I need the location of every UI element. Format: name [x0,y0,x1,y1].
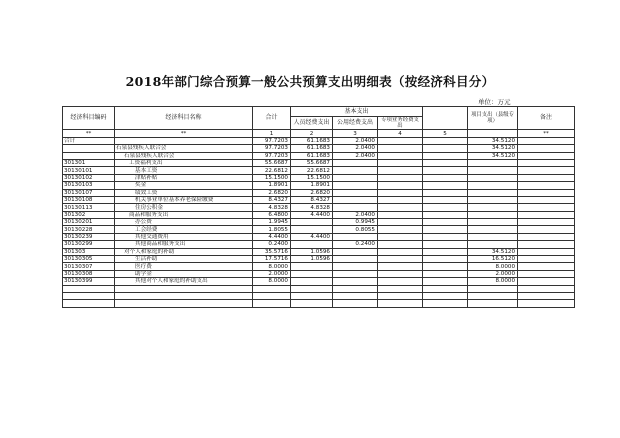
row-code: 301301 [63,159,115,166]
row-total: 6.4800 [253,211,291,218]
row-code: 30130305 [63,256,115,263]
row-project: 34.5120 [468,152,518,159]
blank-cell [518,293,575,300]
row-code: 30130299 [63,241,115,248]
row-total: 22.6812 [253,167,291,174]
row-public [333,189,378,196]
row-special [378,204,423,211]
table-row [63,233,575,240]
blank-cell [378,293,423,300]
row-project [468,196,518,203]
row-total: 17.5716 [253,256,291,263]
row-public [333,278,378,285]
blank-row [63,300,575,307]
blank-cell [518,285,575,292]
table-row [63,248,575,255]
row-code: 30130239 [63,233,115,240]
row-code [63,152,115,159]
blank-cell [423,285,468,292]
row-special [378,196,423,203]
row-name: 石泉县残疾人联合会 [115,145,253,152]
row-project [468,211,518,218]
row-remark [518,248,575,255]
row-name: 工会经费 [115,226,253,233]
page-title: 2018年部门综合预算一般公共预算支出明细表（按经济科目分） [125,74,495,89]
row-personnel: 61.1683 [291,137,333,144]
table-row [63,263,575,270]
row-personnel: 61.1683 [291,145,333,152]
header-remark: 备注 [518,107,575,130]
row-spacer [423,204,468,211]
row-total: 8.0000 [253,278,291,285]
row-remark [518,167,575,174]
row-spacer [423,167,468,174]
blank-cell [468,300,518,307]
row-project [468,241,518,248]
row-code: 301303 [63,248,115,255]
blank-cell [423,300,468,307]
row-total: 2.0000 [253,270,291,277]
row-personnel: 8.4327 [291,196,333,203]
row-total: 97.7203 [253,152,291,159]
row-remark [518,219,575,226]
table-body [63,137,575,307]
index-cell: 2 [291,130,333,137]
row-spacer [423,256,468,263]
row-personnel [291,226,333,233]
blank-cell [333,293,378,300]
row-spacer [423,226,468,233]
row-total: 35.5716 [253,248,291,255]
row-name: 商品和服务支出 [115,211,253,218]
row-project: 16.5120 [468,256,518,263]
table-row [63,145,575,152]
row-special [378,278,423,285]
row-code: 30130399 [63,278,115,285]
row-spacer [423,219,468,226]
row-name: 医疗费 [115,263,253,270]
blank-cell [253,293,291,300]
index-cell: 5 [423,130,468,137]
row-total: 4.4400 [253,233,291,240]
row-project: 8.0000 [468,263,518,270]
table-row [63,211,575,218]
row-special [378,174,423,181]
blank-row [63,293,575,300]
blank-cell [253,285,291,292]
unit-label: 单位：万元 [478,98,511,106]
row-public: 2.0400 [333,211,378,218]
row-public [333,159,378,166]
row-spacer [423,248,468,255]
header-spacer [423,107,468,130]
header-code: 经济科目编码 [63,107,115,130]
blank-cell [378,285,423,292]
row-public: 2.0400 [333,152,378,159]
row-name: 其他交通费用 [115,233,253,240]
row-spacer [423,278,468,285]
row-total: 1.9945 [253,219,291,226]
row-remark [518,137,575,144]
row-total: 2.6820 [253,189,291,196]
row-project [468,174,518,181]
row-personnel: 4.4400 [291,211,333,218]
row-name: 绩效工资 [115,189,253,196]
row-name: 其他商品和服务支出 [115,241,253,248]
row-project: 34.5120 [468,248,518,255]
blank-cell [378,300,423,307]
blank-cell [518,300,575,307]
table-row [63,278,575,285]
row-code: 30130228 [63,226,115,233]
row-remark [518,145,575,152]
row-code: 30130308 [63,270,115,277]
row-name: 石泉县残疾人联合会 [115,152,253,159]
blank-cell [63,293,115,300]
table-row [63,182,575,189]
blank-cell [333,285,378,292]
row-project [468,226,518,233]
row-name: 办公费 [115,219,253,226]
table-row [63,152,575,159]
row-name: 奖金 [115,182,253,189]
row-name: 机关事业单位基本养老保险缴费 [115,196,253,203]
row-spacer [423,211,468,218]
row-personnel: 1.0596 [291,248,333,255]
row-code: 30130307 [63,263,115,270]
table-row [63,174,575,181]
header-row-1 [63,107,575,117]
row-special [378,226,423,233]
row-special [378,219,423,226]
row-remark [518,278,575,285]
row-project: 34.5120 [468,145,518,152]
row-spacer [423,174,468,181]
table-row [63,189,575,196]
row-special [378,167,423,174]
row-code: 30130108 [63,196,115,203]
row-code: 合计 [63,137,115,144]
row-total: 55.6687 [253,159,291,166]
row-name: 助学金 [115,270,253,277]
row-public [333,248,378,255]
row-project: 34.5120 [468,137,518,144]
row-public: 2.0400 [333,145,378,152]
row-name: 其他对个人和家庭的补助支出 [115,278,253,285]
row-personnel: 55.6687 [291,159,333,166]
index-row [63,130,575,137]
row-project [468,167,518,174]
row-special [378,248,423,255]
row-code: 30130102 [63,174,115,181]
row-name: 生活补助 [115,256,253,263]
table-row [63,219,575,226]
row-personnel: 61.1683 [291,152,333,159]
row-public [333,204,378,211]
blank-cell [423,293,468,300]
row-name: 津贴补贴 [115,174,253,181]
index-cell [468,130,518,137]
row-spacer [423,196,468,203]
row-total: 97.7203 [253,145,291,152]
header-basic: 基本支出 [291,107,423,117]
row-personnel [291,270,333,277]
row-spacer [423,241,468,248]
row-remark [518,211,575,218]
row-remark [518,189,575,196]
row-remark [518,182,575,189]
row-public [333,233,378,240]
row-public [333,182,378,189]
index-cell: 3 [333,130,378,137]
blank-cell [115,285,253,292]
table-row [63,167,575,174]
header-total: 合计 [253,107,291,130]
row-public: 0.9945 [333,219,378,226]
row-project [468,219,518,226]
blank-cell [63,300,115,307]
row-name: 基本工资 [115,167,253,174]
row-total: 0.2400 [253,241,291,248]
row-spacer [423,152,468,159]
row-special [378,159,423,166]
row-total: 8.4327 [253,196,291,203]
index-cell: ** [115,130,253,137]
header-project: 项目支出（县级专项） [468,107,518,130]
table-row [63,137,575,144]
row-special [378,182,423,189]
row-personnel: 4.8328 [291,204,333,211]
blank-cell [115,300,253,307]
row-spacer [423,270,468,277]
row-personnel [291,241,333,248]
row-name: 工资福利支出 [115,159,253,166]
blank-cell [115,293,253,300]
row-project [468,233,518,240]
row-personnel: 1.0596 [291,256,333,263]
blank-cell [291,293,333,300]
row-public: 0.8055 [333,226,378,233]
row-spacer [423,263,468,270]
row-public: 0.2400 [333,241,378,248]
row-remark [518,241,575,248]
row-personnel: 2.6820 [291,189,333,196]
row-spacer [423,137,468,144]
row-special [378,270,423,277]
row-code: 30130101 [63,167,115,174]
blank-cell [253,300,291,307]
index-cell: 1 [253,130,291,137]
row-project [468,182,518,189]
table-row [63,241,575,248]
table-row [63,256,575,263]
table-row [63,226,575,233]
row-personnel [291,219,333,226]
row-code: 30130107 [63,189,115,196]
row-special [378,256,423,263]
row-code: 30130103 [63,182,115,189]
row-remark [518,159,575,166]
row-public [333,174,378,181]
row-name [115,137,253,144]
row-public [333,167,378,174]
row-total: 1.8901 [253,182,291,189]
table-row [63,204,575,211]
header-special: 专项业务经费支出 [378,117,423,130]
row-personnel: 1.8901 [291,182,333,189]
row-project: 2.0000 [468,270,518,277]
row-spacer [423,159,468,166]
row-remark [518,196,575,203]
row-spacer [423,233,468,240]
row-total: 1.8055 [253,226,291,233]
row-personnel: 4.4400 [291,233,333,240]
row-special [378,145,423,152]
table-row [63,270,575,277]
row-remark [518,256,575,263]
row-total: 97.7203 [253,137,291,144]
row-special [378,137,423,144]
row-remark [518,270,575,277]
row-special [378,152,423,159]
row-public: 2.0400 [333,137,378,144]
row-remark [518,204,575,211]
row-personnel [291,278,333,285]
blank-cell [291,285,333,292]
row-special [378,263,423,270]
blank-cell [291,300,333,307]
row-remark [518,152,575,159]
header-public: 公用经费支出 [333,117,378,130]
header-personnel: 人员经费支出 [291,117,333,130]
index-cell: ** [63,130,115,137]
table-row [63,196,575,203]
row-remark [518,263,575,270]
row-project [468,159,518,166]
budget-table [62,106,575,308]
row-public [333,270,378,277]
index-cell: 4 [378,130,423,137]
row-remark [518,174,575,181]
row-code: 30130201 [63,219,115,226]
row-remark [518,226,575,233]
row-name: 住房公积金 [115,204,253,211]
row-special [378,241,423,248]
row-project: 8.0000 [468,278,518,285]
row-spacer [423,145,468,152]
row-code: 30130113 [63,204,115,211]
row-code: 301302 [63,211,115,218]
row-public [333,196,378,203]
blank-cell [468,285,518,292]
header-name: 经济科目名称 [115,107,253,130]
blank-cell [468,293,518,300]
blank-row [63,285,575,292]
row-public [333,256,378,263]
row-name: 对个人和家庭的补助 [115,248,253,255]
index-cell: ** [518,130,575,137]
row-public [333,263,378,270]
blank-cell [63,285,115,292]
row-personnel [291,263,333,270]
table-row [63,159,575,166]
row-remark [518,233,575,240]
row-personnel: 22.6812 [291,167,333,174]
row-personnel: 15.1500 [291,174,333,181]
row-special [378,233,423,240]
row-spacer [423,182,468,189]
row-project [468,204,518,211]
row-special [378,189,423,196]
row-total: 8.0000 [253,263,291,270]
row-total: 15.1500 [253,174,291,181]
row-code [63,145,115,152]
row-spacer [423,189,468,196]
row-project [468,189,518,196]
blank-cell [333,300,378,307]
row-total: 4.8328 [253,204,291,211]
row-special [378,211,423,218]
